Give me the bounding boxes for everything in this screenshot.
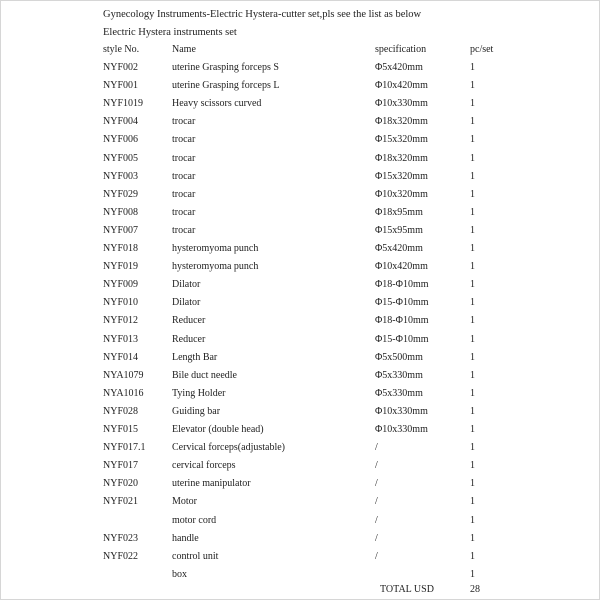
pc-set-cell: 1 <box>470 207 475 218</box>
specification-cell: Φ18x320mm <box>375 116 428 127</box>
name-cell: hysteromyoma punch <box>172 243 259 254</box>
style-no-cell: NYF013 <box>103 334 139 345</box>
table-row <box>0 279 600 291</box>
pc-set-cell: 1 <box>470 243 475 254</box>
table-row <box>0 225 600 237</box>
specification-cell: Φ18-Φ10mm <box>375 279 429 290</box>
name-cell: Reducer <box>172 334 206 345</box>
specification-cell: / <box>375 460 378 471</box>
specification-cell: Φ10x420mm <box>375 80 428 91</box>
style-no-cell: NYF002 <box>103 62 139 73</box>
table-row <box>0 370 600 382</box>
pc-set-cell: 1 <box>470 279 475 290</box>
specification-cell: Φ10x330mm <box>375 424 428 435</box>
pc-set-cell: 1 <box>470 153 475 164</box>
style-no-cell: NYF008 <box>103 207 139 218</box>
specification-cell: Φ18-Φ10mm <box>375 315 429 326</box>
style-no-cell: NYF006 <box>103 134 139 145</box>
name-cell: motor cord <box>172 515 217 526</box>
name-cell: Motor <box>172 496 197 507</box>
table-row <box>0 98 600 110</box>
document-title: Gynecology Instruments-Electric Hystera-cutter set,pls see the list as below <box>103 9 422 20</box>
style-no-cell: NYF007 <box>103 225 139 236</box>
specification-cell: Φ15x320mm <box>375 171 428 182</box>
specification-cell: Φ5x500mm <box>375 352 423 363</box>
table-row <box>0 406 600 418</box>
pc-set-cell: 1 <box>470 315 475 326</box>
name-cell: trocar <box>172 189 196 200</box>
table-row <box>0 478 600 490</box>
pc-set-cell: 1 <box>470 388 475 399</box>
specification-cell: Φ5x330mm <box>375 370 423 381</box>
total-value: 28 <box>470 584 480 595</box>
table-row <box>0 189 600 201</box>
column-header-pc-set: pc/set <box>470 44 494 55</box>
pc-set-cell: 1 <box>470 334 475 345</box>
name-cell: Bile duct needle <box>172 370 237 381</box>
specification-cell: Φ18x320mm <box>375 153 428 164</box>
table-row <box>0 388 600 400</box>
specification-cell: / <box>375 551 378 562</box>
specification-cell: Φ15-Φ10mm <box>375 334 429 345</box>
table-row <box>0 153 600 165</box>
name-cell: trocar <box>172 225 196 236</box>
style-no-cell: NYF019 <box>103 261 139 272</box>
style-no-cell: NYF023 <box>103 533 139 544</box>
table-row <box>0 261 600 273</box>
name-cell: Reducer <box>172 315 206 326</box>
style-no-cell: NYF017.1 <box>103 442 146 453</box>
style-no-cell: NYF021 <box>103 496 139 507</box>
pc-set-cell: 1 <box>470 496 475 507</box>
name-cell: Tying Holder <box>172 388 226 399</box>
style-no-cell: NYF022 <box>103 551 139 562</box>
style-no-cell: NYF017 <box>103 460 139 471</box>
table-row <box>0 496 600 508</box>
style-no-cell: NYF010 <box>103 297 139 308</box>
specification-cell: / <box>375 515 378 526</box>
style-no-cell: NYF005 <box>103 153 139 164</box>
column-header-specification: specification <box>375 44 427 55</box>
specification-cell: Φ10x330mm <box>375 98 428 109</box>
pc-set-cell: 1 <box>470 551 475 562</box>
table-row <box>0 533 600 545</box>
name-cell: cervical forceps <box>172 460 236 471</box>
name-cell: trocar <box>172 153 196 164</box>
specification-cell: Φ10x330mm <box>375 406 428 417</box>
column-header-name: Name <box>172 44 196 55</box>
pc-set-cell: 1 <box>470 189 475 200</box>
name-cell: trocar <box>172 171 196 182</box>
specification-cell: / <box>375 496 378 507</box>
specification-cell: Φ10x320mm <box>375 189 428 200</box>
specification-cell: Φ10x420mm <box>375 261 428 272</box>
style-no-cell: NYF029 <box>103 189 139 200</box>
style-no-cell: NYF009 <box>103 279 139 290</box>
table-row <box>0 460 600 472</box>
style-no-cell: NYF014 <box>103 352 139 363</box>
column-header-style-no: style No. <box>103 44 140 55</box>
name-cell: Heavy scissors curved <box>172 98 262 109</box>
style-no-cell: NYF018 <box>103 243 139 254</box>
pc-set-cell: 1 <box>470 406 475 417</box>
pc-set-cell: 1 <box>470 442 475 453</box>
pc-set-cell: 1 <box>470 134 475 145</box>
name-cell: handle <box>172 533 199 544</box>
name-cell: trocar <box>172 134 196 145</box>
style-no-cell: NYA1016 <box>103 388 144 399</box>
table-row <box>0 551 600 563</box>
pc-set-cell: 1 <box>470 515 475 526</box>
style-no-cell: NYF020 <box>103 478 139 489</box>
table-row <box>0 134 600 146</box>
style-no-cell: NYF015 <box>103 424 139 435</box>
style-no-cell: NYF004 <box>103 116 139 127</box>
style-no-cell: NYF012 <box>103 315 139 326</box>
style-no-cell: NYF003 <box>103 171 139 182</box>
table-row <box>0 515 600 527</box>
name-cell: Guiding bar <box>172 406 221 417</box>
name-cell: Dilator <box>172 279 201 290</box>
table-row <box>0 207 600 219</box>
name-cell: hysteromyoma punch <box>172 261 259 272</box>
name-cell: Cervical forceps(adjustable) <box>172 442 286 453</box>
pc-set-cell: 1 <box>470 533 475 544</box>
pc-set-cell: 1 <box>470 225 475 236</box>
name-cell: uterine Grasping forceps L <box>172 80 280 91</box>
table-row <box>0 334 600 346</box>
pc-set-cell: 1 <box>470 116 475 127</box>
pc-set-cell: 1 <box>470 352 475 363</box>
name-cell: Dilator <box>172 297 201 308</box>
specification-cell: / <box>375 533 378 544</box>
name-cell: trocar <box>172 116 196 127</box>
pc-set-cell: 1 <box>470 171 475 182</box>
name-cell: uterine Grasping forceps S <box>172 62 279 73</box>
name-cell: Elevator (double head) <box>172 424 264 435</box>
table-row <box>0 62 600 74</box>
pc-set-cell: 1 <box>470 98 475 109</box>
specification-cell: Φ15x320mm <box>375 134 428 145</box>
pc-set-cell: 1 <box>470 370 475 381</box>
style-no-cell: NYF1019 <box>103 98 144 109</box>
table-row <box>0 80 600 92</box>
total-label: TOTAL USD <box>380 584 434 595</box>
specification-cell: / <box>375 478 378 489</box>
pc-set-cell: 1 <box>470 424 475 435</box>
specification-cell: Φ18x95mm <box>375 207 423 218</box>
pc-set-cell: 1 <box>470 261 475 272</box>
specification-cell: Φ15x95mm <box>375 225 423 236</box>
specification-cell: Φ5x420mm <box>375 243 423 254</box>
table-row <box>0 424 600 436</box>
table-row <box>0 243 600 255</box>
table-row <box>0 171 600 183</box>
pc-set-cell: 1 <box>470 569 475 580</box>
specification-cell: Φ5x330mm <box>375 388 423 399</box>
name-cell: control unit <box>172 551 219 562</box>
table-row <box>0 569 600 581</box>
table-row <box>0 352 600 364</box>
document-subtitle: Electric Hystera instruments set <box>103 27 237 38</box>
style-no-cell: NYA1079 <box>103 370 144 381</box>
specification-cell: Φ5x420mm <box>375 62 423 73</box>
table-row <box>0 297 600 309</box>
name-cell: trocar <box>172 207 196 218</box>
table-row <box>0 442 600 454</box>
table-row <box>0 116 600 128</box>
pc-set-cell: 1 <box>470 460 475 471</box>
name-cell: box <box>172 569 187 580</box>
style-no-cell: NYF001 <box>103 80 139 91</box>
table-row <box>0 315 600 327</box>
pc-set-cell: 1 <box>470 297 475 308</box>
pc-set-cell: 1 <box>470 62 475 73</box>
style-no-cell: NYF028 <box>103 406 139 417</box>
name-cell: uterine manipulator <box>172 478 251 489</box>
specification-cell: / <box>375 442 378 453</box>
name-cell: Length Bar <box>172 352 218 363</box>
table-header-row <box>0 44 600 56</box>
specification-cell: Φ15-Φ10mm <box>375 297 429 308</box>
pc-set-cell: 1 <box>470 478 475 489</box>
pc-set-cell: 1 <box>470 80 475 91</box>
